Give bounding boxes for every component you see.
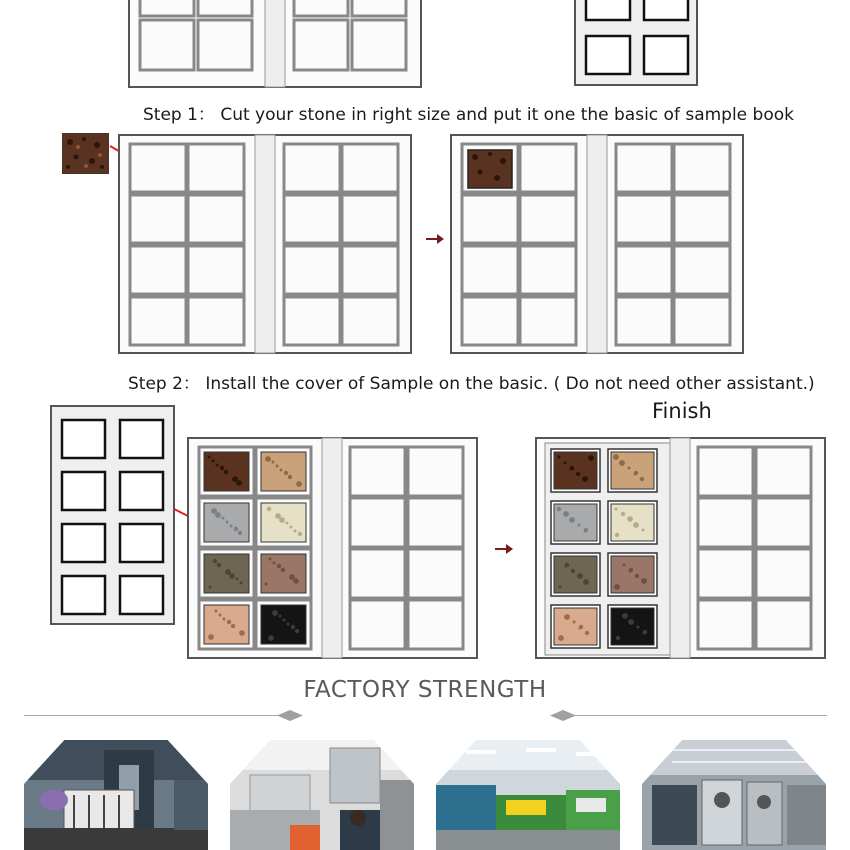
sample-book-stones-filled (187, 437, 478, 659)
sample-cover-top (574, 0, 698, 86)
stone-speckle (613, 454, 619, 460)
sample-book-cover (50, 405, 175, 625)
stone-speckle (277, 564, 281, 568)
stone-speckle (571, 569, 575, 573)
sample-book-finished (535, 437, 826, 659)
stone-speckle (564, 462, 567, 465)
stone-speckle (269, 558, 272, 561)
stone-speckle (213, 559, 217, 563)
stone-speckle (280, 469, 283, 472)
stone-speckle (564, 614, 570, 620)
stone-speckle (234, 527, 238, 531)
stone-speckle (557, 507, 561, 511)
stone-speckle (208, 456, 211, 459)
stone-speckle (272, 610, 278, 616)
stone-speckle (584, 530, 587, 533)
stone-speckle (287, 623, 290, 626)
brown-stone-swatch (62, 133, 109, 174)
stone-speckle (569, 517, 575, 523)
stone-speckle (578, 524, 581, 527)
stone-speckle (215, 610, 218, 613)
diamond-ornament-right (550, 710, 576, 721)
stone-speckle (635, 574, 639, 578)
stone-speckle (230, 525, 233, 528)
stone-speckle (621, 512, 625, 516)
stone-speckle (614, 584, 620, 590)
stone-speckle (236, 578, 239, 581)
stone-speckle (286, 522, 289, 525)
stone-speckle (615, 508, 618, 511)
stone-speckle (291, 625, 295, 629)
stone-speckle (627, 516, 633, 522)
stone-speckle (628, 467, 631, 470)
stone-speckle (273, 562, 276, 565)
stone-speckle (637, 626, 640, 629)
step1-caption: Step 1： Cut your stone in right size and put it one the basic of sample book (143, 105, 794, 125)
stone-speckle (265, 583, 268, 586)
sample-book-base-top-graphic (128, 0, 422, 88)
stone-speckle (268, 635, 274, 641)
stone-speckle (279, 615, 282, 618)
stone-speckle (582, 476, 588, 482)
stone-speckle (212, 460, 215, 463)
stone-speckle (217, 563, 221, 567)
stone-speckle (231, 624, 235, 628)
stone-speckle (265, 456, 271, 462)
sample-book-empty (118, 134, 412, 354)
divider-right (562, 715, 827, 716)
sample-book-stones-filled-graphic (187, 437, 478, 659)
stone-speckle (628, 619, 634, 625)
stone-speckle (284, 471, 288, 475)
stone-speckle (633, 522, 639, 528)
stone-sample-piece (62, 133, 109, 174)
stone-speckle (239, 630, 245, 636)
stone-speckle (224, 470, 228, 474)
stone-speckle (298, 532, 302, 536)
stone-speckle (573, 621, 576, 624)
black-galaxy-granite-swatch (261, 605, 306, 644)
stone-speckle (226, 521, 229, 524)
finish-label: Finish (652, 399, 712, 423)
sample-book-finished-graphic (535, 437, 826, 659)
stone-speckle (585, 631, 589, 635)
stone-speckle (215, 512, 221, 518)
stone-speckle (565, 565, 568, 568)
sample-book-empty-graphic (118, 134, 412, 354)
stone-speckle (296, 481, 302, 487)
factory-photo-mold-workshop (24, 740, 208, 850)
factory-photo-printing-press (642, 740, 826, 850)
arrow-right-icon-2 (495, 542, 513, 554)
factory-photo-production-floor (230, 740, 414, 850)
stone-speckle (634, 473, 637, 476)
step2-caption: Step 2： Install the cover of Sample on the basic. ( Do not need other assistant.) (128, 374, 815, 394)
stone-speckle (223, 618, 226, 621)
stone-speckle (276, 465, 279, 468)
stone-speckle (629, 570, 632, 573)
stone-speckle (281, 568, 285, 572)
stone-speckle (240, 582, 243, 585)
stone-speckle (236, 480, 242, 486)
factory-strength-title: FACTORY STRENGTH (303, 677, 547, 703)
stone-speckle (623, 564, 626, 567)
stone-speckle (558, 456, 561, 459)
stone-speckle (577, 573, 583, 579)
stone-speckle (229, 573, 235, 579)
stone-speckle (641, 578, 647, 584)
stone-speckle (294, 530, 297, 533)
stone-speckle (220, 466, 224, 470)
stone-speckle (583, 579, 589, 585)
stone-speckle (238, 531, 242, 535)
stone-speckle (267, 507, 271, 511)
stone-speckle (208, 634, 214, 640)
diamond-ornament-left (277, 710, 303, 721)
stone-speckle (642, 529, 645, 532)
stone-speckle (222, 517, 225, 520)
stone-speckle (209, 586, 212, 589)
stone-speckle (576, 472, 580, 476)
stone-speckle (219, 614, 222, 617)
stone-speckle (619, 460, 625, 466)
stone-speckle (283, 619, 286, 622)
stone-speckle (227, 620, 231, 624)
stone-speckle (563, 511, 569, 517)
stone-speckle (643, 632, 646, 635)
pink-brown-granite-swatch (261, 554, 306, 593)
stone-speckle (295, 629, 299, 633)
sample-book-base-top (128, 0, 422, 88)
arrow-right-icon (426, 232, 444, 244)
sample-book-one-stone-graphic (450, 134, 744, 354)
stone-speckle (579, 627, 582, 630)
stone-speckle (288, 475, 292, 479)
stone-speckle (279, 517, 285, 523)
stone-speckle (558, 635, 564, 641)
factory-photo-injection-molding (436, 740, 620, 850)
stone-speckle (622, 613, 628, 619)
sample-book-cover-graphic (50, 405, 175, 625)
stone-speckle (216, 464, 219, 467)
stone-speckle (615, 533, 619, 537)
divider-left (24, 715, 290, 716)
stone-speckle (616, 636, 620, 640)
stone-speckle (293, 578, 299, 584)
stone-speckle (570, 468, 573, 471)
stone-speckle (272, 461, 275, 464)
sample-cover-top-graphic (574, 0, 698, 86)
sample-book-one-stone (450, 134, 744, 354)
stone-speckle (588, 455, 594, 461)
stone-speckle (290, 526, 293, 529)
stone-speckle (640, 477, 644, 481)
stone-speckle (559, 586, 562, 589)
